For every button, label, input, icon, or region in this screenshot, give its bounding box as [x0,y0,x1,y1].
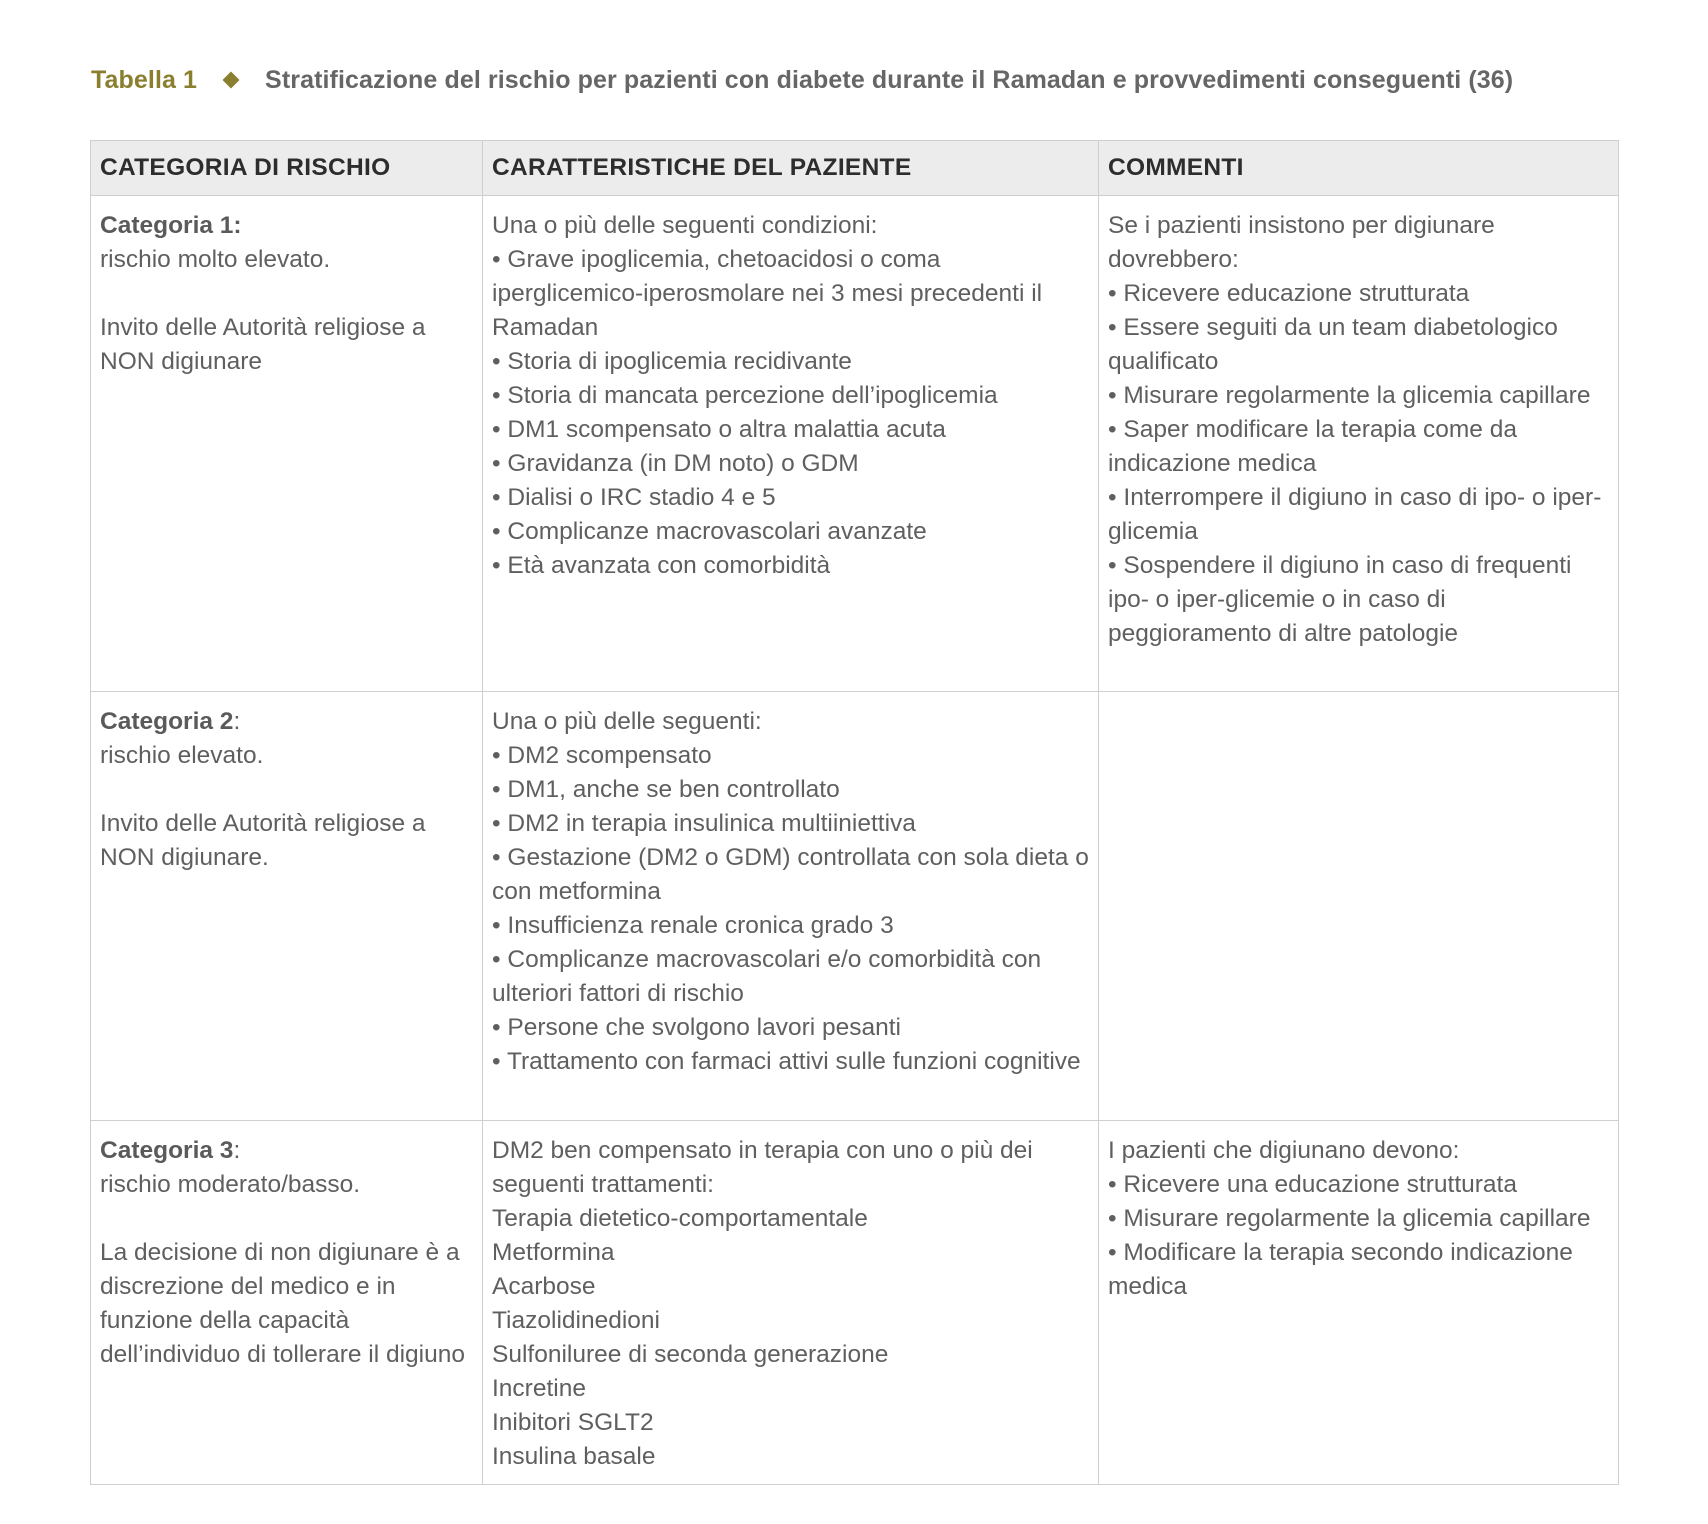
list-item: Tiazolidinedioni [492,1307,660,1334]
list-item: • Sospendere il digiuno in caso di frequenti ipo- o iper-glicemie o in caso di peggioramento di altre patologie [1108,552,1572,647]
list-item: • Gestazione (DM2 o GDM) controllata con sola dieta o con metformina [492,844,1089,905]
characteristics-cell [483,196,1099,692]
comments-cell [1099,196,1619,692]
list-item: • Storia di mancata percezione dell’ipoglicemia [492,382,998,409]
header-comments: COMMENTI [1099,141,1619,196]
comments-cell [1099,692,1619,1121]
list-item: • Essere seguiti da un team diabetologico qualificato [1108,314,1558,375]
table-number: Tabella 1 [91,65,198,94]
list-item: Una o più delle seguenti condizioni: [492,212,878,239]
list-item: Se i pazienti insistono per digiunare dovrebbero: [1108,212,1495,273]
list-item: • Insufficienza renale cronica grado 3 [492,912,894,939]
list-item: Terapia dietetico-comportamentale [492,1205,868,1232]
list-item: • Ricevere una educazione strutturata [1108,1171,1517,1198]
list-item: • Dialisi o IRC stadio 4 e 5 [492,484,776,511]
category-title: Categoria 1: [100,212,242,239]
category-colon: : [233,708,241,735]
list-item: • Trattamento con farmaci attivi sulle funzioni cognitive [492,1048,1081,1075]
table-title: Stratificazione del rischio per pazienti con diabete durante il Ramadan e provvedimenti conseguenti (36) [265,65,1514,94]
list-item: DM2 ben compensato in terapia con uno o più dei seguenti trattamenti: [492,1137,1033,1198]
list-item: Incretine [492,1375,586,1402]
characteristics-cell [483,692,1099,1121]
list-item: Insulina basale [492,1443,656,1470]
list-item: Una o più delle seguenti: [492,708,762,735]
list-item: • DM2 scompensato [492,742,712,769]
table-header-row [91,141,1619,196]
list-item: • Complicanze macrovascolari avanzate [492,518,927,545]
risk-category-cell [91,196,483,692]
risk-category-cell [91,692,483,1121]
list-item: • Misurare regolarmente la glicemia capillare [1108,382,1591,409]
table-row [91,1121,1619,1485]
list-item: • Gravidanza (in DM noto) o GDM [492,450,859,477]
category-title: Categoria 2 [100,708,234,735]
header-patient-characteristics: CARATTERISTICHE DEL PAZIENTE [483,141,1099,196]
category-title: Categoria 3 [100,1137,234,1164]
header-risk-category: CATEGORIA DI RISCHIO [91,141,483,196]
list-item: • Grave ipoglicemia, chetoacidosi o coma iperglicemico-iperosmolare nei 3 mesi precedenti il Ramadan [492,246,1043,341]
list-item: I pazienti che digiunano devono: [1108,1137,1460,1164]
list-item: • Interrompere il digiuno in caso di ipo- o iper-glicemia [1108,484,1602,545]
list-item: • Storia di ipoglicemia recidivante [492,348,852,375]
table-row [91,196,1619,692]
list-item: • Modificare la terapia secondo indicazione medica [1108,1239,1573,1300]
list-item: Sulfoniluree di seconda generazione [492,1341,889,1368]
list-item: Acarbose [492,1273,596,1300]
table-caption [91,60,1513,100]
list-item: • Persone che svolgono lavori pesanti [492,1014,901,1041]
table-row [91,692,1619,1121]
list-item: • Età avanzata con comorbidità [492,552,831,579]
category-colon: : [233,1137,241,1164]
characteristics-cell [483,1121,1099,1485]
category-note: La decisione di non digiunare è a discrezione del medico e in funzione della capacità dell’individuo di tollerare il digiuno [100,1239,465,1368]
list-item: • DM1, anche se ben controllato [492,776,840,803]
list-item: • Ricevere educazione strutturata [1108,280,1470,307]
category-note: Invito delle Autorità religiose a NON digiunare. [100,810,426,871]
list-item: • DM1 scompensato o altra malattia acuta [492,416,946,443]
comments-cell [1099,1121,1619,1485]
risk-category-cell [91,1121,483,1485]
category-level: rischio molto elevato. [100,246,331,273]
list-item: • DM2 in terapia insulinica multiiniettiva [492,810,916,837]
category-level: rischio elevato. [100,742,264,769]
list-item: Inibitori SGLT2 [492,1409,654,1436]
category-note: Invito delle Autorità religiose a NON digiunare [100,314,426,375]
list-item: Metformina [492,1239,615,1266]
list-item: • Complicanze macrovascolari e/o comorbidità con ulteriori fattori di rischio [492,946,1042,1007]
list-item: • Saper modificare la terapia come da indicazione medica [1108,416,1517,477]
diamond-icon [223,72,240,89]
list-item: • Misurare regolarmente la glicemia capillare [1108,1205,1591,1232]
category-level: rischio moderato/basso. [100,1171,361,1198]
risk-table [90,140,1619,1485]
